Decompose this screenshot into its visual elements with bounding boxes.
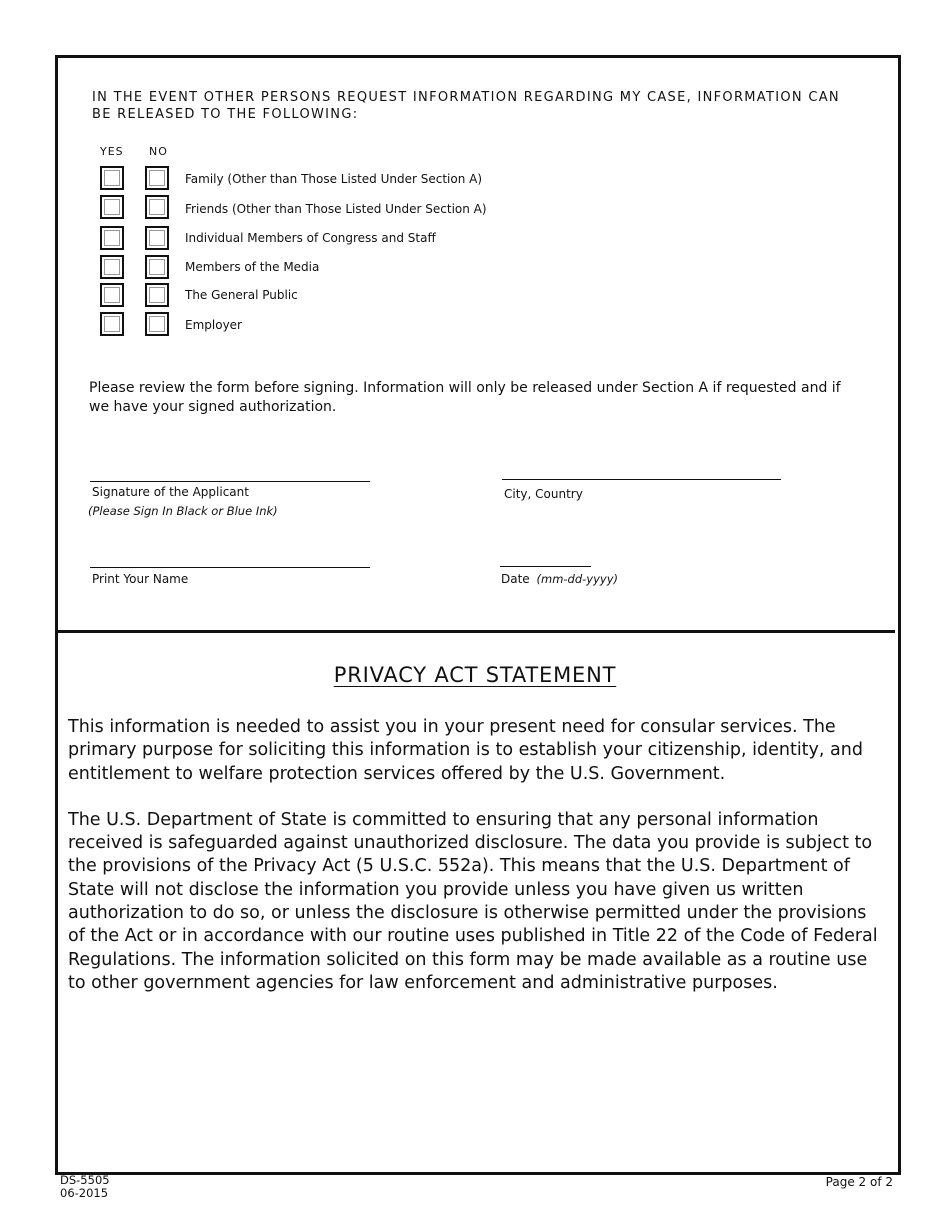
- signature-line[interactable]: [90, 481, 370, 482]
- date-format: (mm-dd-yyyy): [536, 572, 619, 586]
- date-label-text: Date: [501, 572, 530, 586]
- form-date: 06-2015: [60, 1186, 109, 1200]
- no-checkbox[interactable]: [145, 312, 169, 336]
- print-name-label: Print Your Name: [92, 572, 189, 586]
- no-checkbox[interactable]: [145, 255, 169, 279]
- yes-checkbox[interactable]: [100, 255, 124, 279]
- privacy-paragraph-1: This information is needed to assist you in your present need for consular services. The primary purpose for soliciting this information is to establish your citizenship, identity, and entitlement to welfare protection services offered by the U.S. Government.: [68, 717, 863, 784]
- page-number: Page 2 of 2: [825, 1175, 893, 1189]
- privacy-title-wrap: [0, 663, 950, 687]
- release-option-row: [0, 312, 950, 342]
- release-option-row: [0, 195, 950, 225]
- privacy-paragraph-2: The U.S. Department of State is committed to ensuring that any personal information received is safeguarded against unauthorized disclosure. The data you provide is subject to the provisions of the Privacy Act (5 U.S.C. 552a). This means that the U.S. Department of State will not disclose the information you provide unless you have given us written authorization to do so, or unless the disclosure is otherwise permitted under the provisions of the Act or in accordance with our routine uses published in Title 22 of the Code of Federal Regulations. The information solicited on this form may be made available as a routine use to other government agencies for law enforcement and administrative purposes.: [68, 809, 878, 993]
- option-label: Individual Members of Congress and Staff: [185, 231, 436, 245]
- option-label: Employer: [185, 318, 242, 332]
- review-note: Please review the form before signing. Information will only be released under Section A if requested and if we have your signed authorization.: [89, 380, 841, 415]
- no-checkbox[interactable]: [145, 283, 169, 307]
- print-name-line[interactable]: [90, 567, 370, 568]
- release-option-row: [0, 255, 950, 285]
- form-number: DS-5505: [60, 1173, 110, 1187]
- option-label: Friends (Other than Those Listed Under Section A): [185, 202, 487, 216]
- no-column-label: NO: [149, 145, 168, 158]
- signature-note: (Please Sign In Black or Blue Ink): [88, 504, 278, 518]
- release-option-row: [0, 283, 950, 313]
- yes-column-label: YES: [100, 145, 124, 158]
- no-checkbox[interactable]: [145, 195, 169, 219]
- release-option-row: [0, 226, 950, 256]
- release-heading: IN THE EVENT OTHER PERSONS REQUEST INFORMATION REGARDING MY CASE, INFORMATION CAN BE RELEASED TO THE FOLLOWING:: [92, 90, 840, 122]
- city-country-label: City, Country: [504, 487, 583, 501]
- privacy-title: PRIVACY ACT STATEMENT: [333, 663, 617, 687]
- yes-checkbox[interactable]: [100, 226, 124, 250]
- privacy-body: [68, 716, 883, 1018]
- option-label: Members of the Media: [185, 260, 320, 274]
- no-checkbox[interactable]: [145, 166, 169, 190]
- section-divider: [55, 630, 895, 633]
- option-label: The General Public: [185, 288, 298, 302]
- no-checkbox[interactable]: [145, 226, 169, 250]
- date-line[interactable]: [500, 566, 591, 567]
- yes-checkbox[interactable]: [100, 195, 124, 219]
- yes-checkbox[interactable]: [100, 283, 124, 307]
- option-label: Family (Other than Those Listed Under Section A): [185, 172, 483, 186]
- city-country-line[interactable]: [502, 479, 781, 480]
- signature-label: Signature of the Applicant: [92, 485, 249, 499]
- form-id: [60, 1174, 110, 1200]
- release-option-row: [0, 166, 950, 196]
- yes-checkbox[interactable]: [100, 166, 124, 190]
- date-label: [501, 572, 618, 586]
- yes-checkbox[interactable]: [100, 312, 124, 336]
